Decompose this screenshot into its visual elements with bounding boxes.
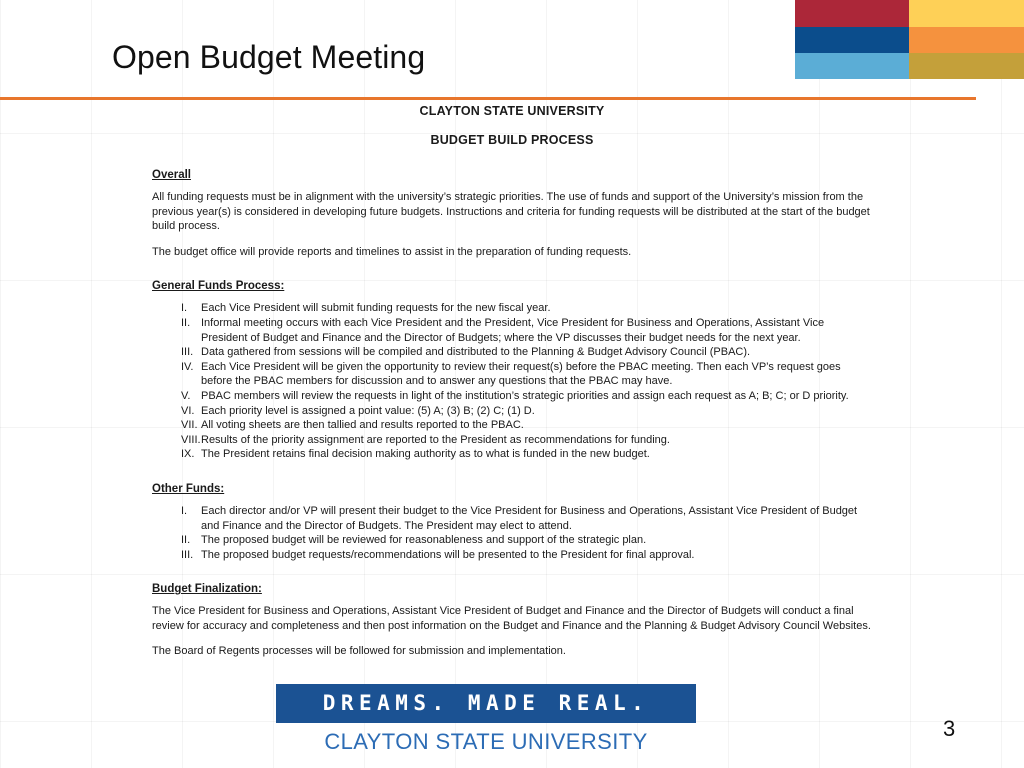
block-gold — [909, 53, 1024, 79]
list-item-numeral: VII. — [181, 419, 198, 432]
list-item-numeral: I. — [181, 504, 188, 517]
list-item-numeral: II. — [181, 534, 191, 547]
list-item-text: Data gathered from sessions will be compiled and distributed to the Planning & Budget Advisory Council (PBAC). — [201, 346, 751, 359]
section-title-other-funds: Other Funds: — [152, 482, 225, 495]
overall-paragraph-2: The budget office will provide reports and timelines to assist in the preparation of funding requests. — [152, 245, 632, 258]
list-item-text: The proposed budget requests/recommendations will be presented to the President for final approval. — [201, 548, 695, 561]
page-number: 3 — [943, 716, 956, 741]
document-body — [152, 100, 872, 659]
list-item-text: Each director and/or VP will present their budget to the Vice President for Business and Operations, Assistant Vice President of Budget and Finance and the Director of Budgets. The President may elect to attend. — [201, 504, 858, 532]
list-item-text: Informal meeting occurs with each Vice President and the President, Vice President for Business and Operations, Assistant Vice President of Budget and Finance and the Director of Budgets; where the VP discusses their budget needs for the next year. — [201, 316, 825, 344]
list-item-numeral: I. — [181, 302, 188, 315]
list-item-text: PBAC members will review the requests in light of the institution’s strategic priorities and assign each request as A; B; C; or D priority. — [201, 389, 849, 402]
slide-title: Open Budget Meeting — [112, 39, 426, 75]
list-item — [152, 533, 872, 548]
budget-finalization-paragraph-2: The Board of Regents processes will be followed for submission and implementation. — [152, 645, 566, 658]
list-item-text: All voting sheets are then tallied and results reported to the PBAC. — [201, 419, 524, 432]
logo-university-name: CLAYTON STATE UNIVERSITY — [324, 729, 648, 754]
other-funds-list — [152, 504, 872, 562]
list-item-numeral: VIII. — [181, 433, 201, 446]
list-item-text: The proposed budget will be reviewed for reasonableness and support of the strategic plan. — [201, 534, 647, 547]
list-item-numeral: V. — [181, 389, 191, 402]
list-item — [152, 433, 872, 448]
list-item-text: Results of the priority assignment are reported to the President as recommendations for funding. — [201, 433, 670, 446]
list-item — [152, 389, 872, 404]
overall-paragraph-1: All funding requests must be in alignment with the university’s strategic priorities. The use of funds and support of the University’s mission from the previous year(s) is considered in developing future budgets. Instructions and criteria for funding requests will be distributed at the start of the budget build process. — [152, 191, 870, 233]
budget-finalization-paragraph-1: The Vice President for Business and Operations, Assistant Vice President of Budget and Finance and the Director of Budgets will conduct a final review for accuracy and completeness and then post information on the Budget and Finance and the Planning & Budget Advisory Council Websites. — [152, 605, 871, 632]
block-dark-blue — [795, 27, 909, 53]
list-item — [152, 316, 872, 345]
list-item — [152, 301, 872, 316]
general-funds-list — [152, 301, 872, 462]
section-title-budget-finalization: Budget Finalization: — [152, 583, 262, 596]
section-title-overall: Overall — [152, 169, 191, 181]
list-item-numeral: VI. — [181, 404, 195, 417]
list-item — [152, 345, 872, 360]
list-item — [152, 360, 872, 389]
list-item-numeral: IX. — [181, 448, 195, 461]
list-item — [152, 418, 872, 433]
document-heading-university: CLAYTON STATE UNIVERSITY — [419, 104, 605, 118]
logo-tagline: DREAMS. MADE REAL. — [276, 684, 696, 723]
block-orange — [909, 27, 1024, 53]
list-item-numeral: III. — [181, 548, 194, 561]
list-item — [152, 404, 872, 419]
list-item-text: Each Vice President will be given the opportunity to review their request(s) before the PBAC meeting. Then each VP’s request goes before the PBAC members for discussion and to answer any questions that the PBAC may have. — [201, 360, 841, 388]
list-item-text: Each Vice President will submit funding requests for the new fiscal year. — [201, 302, 551, 315]
list-item-text: Each priority level is assigned a point value: (5) A; (3) B; (2) C; (1) D. — [201, 404, 535, 417]
block-red — [795, 0, 909, 27]
list-item-numeral: IV. — [181, 360, 194, 373]
list-item — [152, 447, 872, 462]
section-title-general-funds: General Funds Process: — [152, 280, 285, 293]
document-heading-process: BUDGET BUILD PROCESS — [430, 133, 594, 147]
university-logo — [276, 684, 696, 755]
corner-color-blocks — [795, 0, 1024, 79]
block-yellow — [909, 0, 1024, 27]
block-light-blue — [795, 53, 909, 79]
list-item — [152, 504, 872, 533]
list-item-numeral: II. — [181, 316, 191, 329]
list-item-text: The President retains final decision making authority as to what is funded in the new budget. — [201, 448, 650, 461]
list-item-numeral: III. — [181, 346, 194, 359]
list-item — [152, 548, 872, 563]
